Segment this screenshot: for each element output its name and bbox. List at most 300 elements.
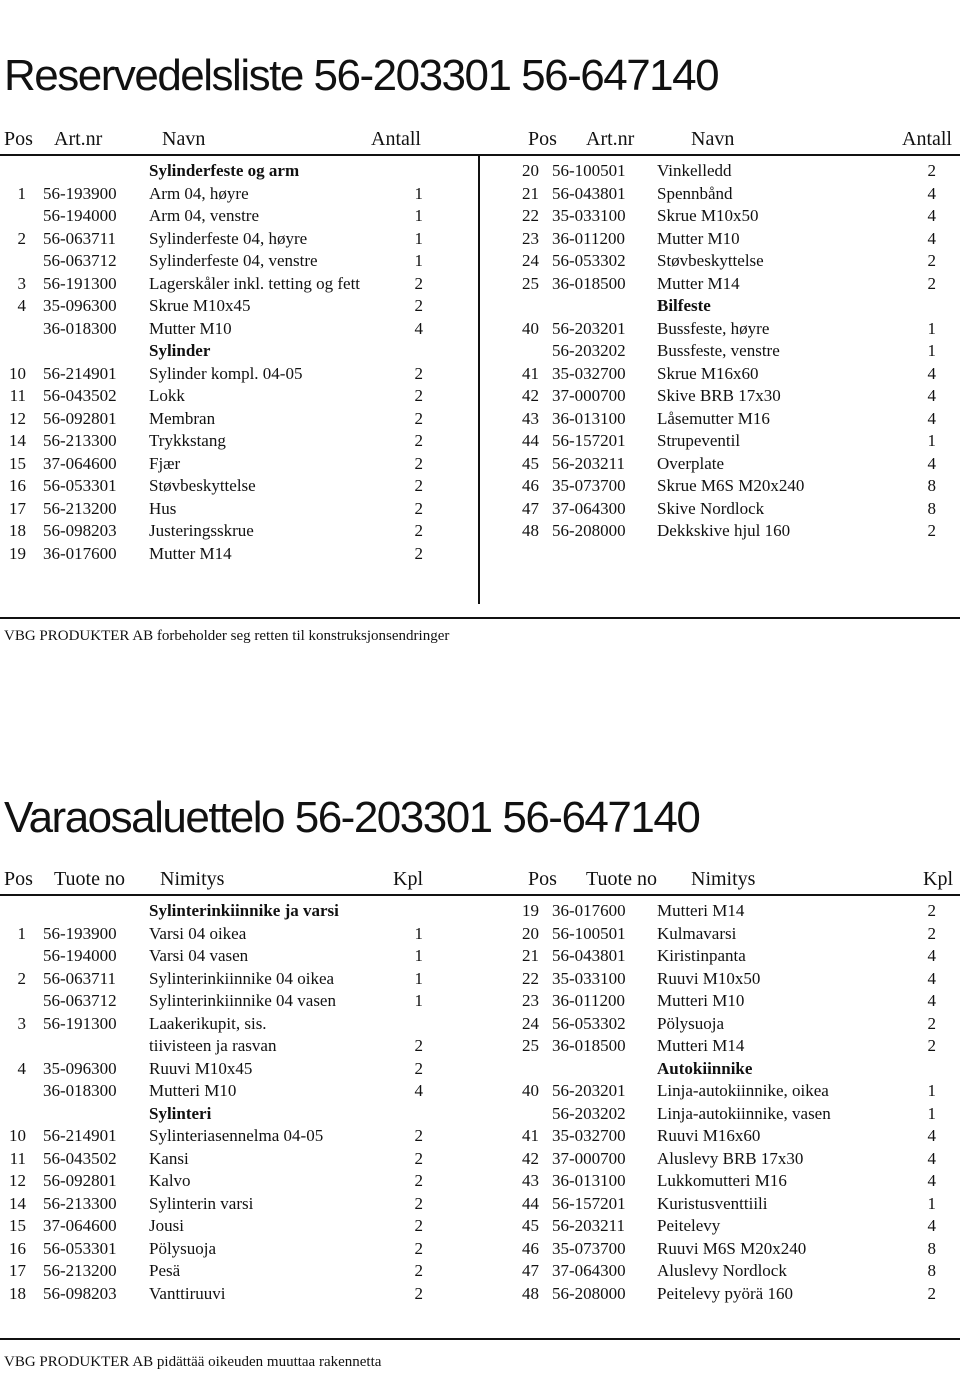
- row-name: Hus: [149, 498, 177, 518]
- row-name: Støvbeskyttelse: [657, 251, 764, 270]
- section-heading-row: [0, 900, 480, 923]
- row-art-no: 35-073700: [552, 476, 626, 495]
- row-name: Linja-autokiinnike, vasen: [657, 1103, 831, 1123]
- row-art-no: 35-073700: [552, 1238, 626, 1258]
- row-pos: 22: [522, 968, 539, 988]
- row-name: Kuristusventtiili: [657, 1193, 768, 1213]
- row-qty: 1: [414, 923, 423, 943]
- row-qty: 4: [927, 206, 936, 225]
- row-art-no: 37-064300: [552, 498, 626, 518]
- header-name: Navn: [691, 128, 735, 150]
- row-art-no: 35-033100: [552, 968, 626, 988]
- row-name: Skrue M6S M20x240: [657, 476, 805, 495]
- table-row: [0, 250, 480, 273]
- row-pos: 45: [522, 453, 539, 473]
- row-pos: 23: [522, 991, 539, 1010]
- row-name: Sylinderfeste 04, høyre: [149, 228, 308, 248]
- row-qty: 1: [927, 1103, 936, 1123]
- row-art-no: 35-032700: [552, 1126, 626, 1145]
- table-row: [0, 1170, 480, 1193]
- table-row: [0, 990, 480, 1013]
- header-name: Nimitys: [691, 868, 756, 890]
- row-art-no: 37-064600: [43, 1216, 117, 1235]
- row-qty: 2: [927, 1013, 936, 1033]
- row-qty: 4: [927, 1171, 936, 1190]
- table-row: [0, 453, 480, 476]
- row-qty: 2: [414, 1148, 423, 1168]
- row-qty: 2: [414, 1238, 423, 1258]
- row-qty: 1: [414, 946, 423, 965]
- header-pos: Pos: [4, 868, 33, 890]
- page-title-norwegian: Reservedelsliste 56-203301 56-647140: [4, 51, 719, 100]
- table-row: [0, 1148, 480, 1171]
- row-name: Sylinderfeste 04, venstre: [149, 251, 318, 270]
- row-pos: 43: [522, 1171, 539, 1190]
- row-pos: 25: [522, 1036, 539, 1055]
- row-name: Varsi 04 oikea: [149, 923, 247, 943]
- table-row: [509, 160, 960, 183]
- row-pos: 3: [17, 273, 26, 293]
- table-row: [509, 520, 960, 543]
- table-row: [509, 250, 960, 273]
- row-pos: 25: [522, 273, 539, 293]
- row-art-no: 56-063711: [43, 968, 117, 988]
- section-heading: Sylinterinkiinnike ja varsi: [149, 901, 339, 920]
- row-qty: 4: [927, 453, 936, 473]
- parts-list-right-fi: [509, 900, 960, 1305]
- row-art-no: 37-064600: [43, 453, 117, 473]
- section-heading-row: [0, 160, 480, 183]
- table-row: [0, 1013, 480, 1036]
- row-pos: 1: [17, 923, 26, 943]
- row-pos: 20: [522, 161, 539, 180]
- section-heading: Sylinteri: [149, 1103, 212, 1123]
- row-name: Mutter M14: [657, 273, 740, 293]
- row-pos: 2: [17, 228, 26, 248]
- table-header-left-fi: [0, 867, 480, 891]
- row-qty: 4: [927, 228, 936, 248]
- table-row: [509, 385, 960, 408]
- row-pos: 21: [522, 946, 539, 965]
- table-row: [509, 273, 960, 296]
- table-row: [0, 295, 480, 318]
- row-qty: 2: [414, 453, 423, 473]
- row-pos: 4: [17, 1058, 26, 1078]
- row-art-no: 56-194000: [43, 206, 117, 225]
- row-name: Sylinterinkiinnike 04 vasen: [149, 991, 336, 1010]
- row-qty: 8: [927, 1238, 936, 1258]
- row-pos: 42: [522, 1148, 539, 1168]
- row-art-no: 56-193900: [43, 183, 117, 203]
- table-row: [509, 475, 960, 498]
- row-qty: 2: [927, 521, 936, 540]
- row-qty: 8: [927, 476, 936, 495]
- row-pos: 14: [9, 1193, 26, 1213]
- row-pos: 2: [17, 968, 26, 988]
- row-art-no: 36-011200: [552, 991, 626, 1010]
- section-heading: Autokiinnike: [657, 1058, 753, 1078]
- row-qty: 2: [927, 161, 936, 180]
- row-name: Skrue M10x45: [149, 296, 251, 315]
- table-row: [509, 1238, 960, 1261]
- row-pos: 14: [9, 431, 26, 450]
- row-pos: 1: [17, 183, 26, 203]
- table-row: [0, 945, 480, 968]
- table-row: [0, 1283, 480, 1306]
- row-name: Justeringsskrue: [149, 521, 254, 540]
- table-row: [509, 1170, 960, 1193]
- table-row: [509, 340, 960, 363]
- parts-list-left-no: [0, 160, 480, 565]
- row-pos: 10: [9, 1126, 26, 1145]
- row-name: Jousi: [149, 1216, 184, 1235]
- row-qty: 4: [927, 1126, 936, 1145]
- row-pos: 46: [522, 476, 539, 495]
- row-name: Skive Nordlock: [657, 498, 765, 518]
- table-header-right-fi: [480, 867, 960, 891]
- row-qty: 1: [414, 228, 423, 248]
- header-pos: Pos: [528, 868, 557, 890]
- row-name: Skrue M16x60: [657, 363, 759, 383]
- row-name: Dekkskive hjul 160: [657, 521, 791, 540]
- row-art-no: 56-203211: [552, 453, 626, 473]
- row-qty: 2: [414, 1216, 423, 1235]
- row-qty: 2: [414, 296, 423, 315]
- row-art-no: 56-100501: [552, 161, 626, 180]
- table-row: [0, 318, 480, 341]
- row-art-no: 56-043801: [552, 946, 626, 965]
- table-row: [509, 183, 960, 206]
- row-name: Vanttiruuvi: [149, 1283, 226, 1303]
- row-pos: 41: [522, 363, 539, 383]
- row-pos: 15: [9, 1216, 26, 1235]
- row-name: Spennbånd: [657, 183, 733, 203]
- table-row: [509, 1103, 960, 1126]
- row-qty: 2: [414, 1058, 423, 1078]
- row-qty: 4: [927, 386, 936, 405]
- row-art-no: 35-096300: [43, 296, 117, 315]
- header-name: Nimitys: [160, 868, 225, 890]
- table-row: [0, 1238, 480, 1261]
- row-pos: 44: [522, 1193, 539, 1213]
- row-qty: 4: [927, 1148, 936, 1168]
- row-art-no: 56-213300: [43, 1193, 117, 1213]
- row-art-no: 56-208000: [552, 1283, 626, 1303]
- row-art-no: 56-043801: [552, 183, 626, 203]
- row-pos: 40: [522, 1081, 539, 1100]
- row-qty: 2: [927, 1283, 936, 1303]
- table-row: [0, 520, 480, 543]
- row-qty: 2: [414, 543, 423, 563]
- table-row: [509, 318, 960, 341]
- row-name: Pölysuoja: [657, 1013, 725, 1033]
- row-qty: 4: [414, 1081, 423, 1100]
- row-pos: 16: [9, 476, 26, 495]
- section-heading: Sylinder: [149, 341, 211, 360]
- row-pos: 21: [522, 183, 539, 203]
- row-qty: 1: [414, 183, 423, 203]
- row-name: Lagerskåler inkl. tetting og fett: [149, 273, 361, 293]
- row-art-no: 36-018500: [552, 1036, 626, 1055]
- row-pos: 4: [17, 296, 26, 315]
- row-name: Strupeventil: [657, 431, 741, 450]
- row-name: Mutter M10: [149, 318, 232, 338]
- table-row: [509, 945, 960, 968]
- row-qty: 4: [927, 408, 936, 428]
- row-name: Laakerikupit, sis.: [149, 1013, 267, 1033]
- row-art-no: 56-213200: [43, 1261, 117, 1280]
- table-row: [509, 1260, 960, 1283]
- section-heading-row: [0, 1103, 480, 1126]
- row-art-no: 56-053301: [43, 476, 117, 495]
- row-qty: 1: [927, 431, 936, 450]
- row-qty: 2: [414, 363, 423, 383]
- table-row: [509, 453, 960, 476]
- table-row: [0, 408, 480, 431]
- row-name: Støvbeskyttelse: [149, 476, 256, 495]
- row-qty: 4: [927, 968, 936, 988]
- table-row: [509, 923, 960, 946]
- table-row: [0, 385, 480, 408]
- table-row: [509, 1125, 960, 1148]
- table-row: [0, 923, 480, 946]
- row-name: Ruuvi M6S M20x240: [657, 1238, 807, 1258]
- row-qty: 4: [927, 363, 936, 383]
- row-name: Arm 04, høyre: [149, 183, 249, 203]
- row-pos: 22: [522, 206, 539, 225]
- footer-rule: [0, 1338, 960, 1340]
- table-header-left-no: [0, 127, 480, 151]
- row-qty: 1: [414, 968, 423, 988]
- header-qty: Antall: [902, 128, 952, 150]
- row-qty: 2: [927, 273, 936, 293]
- row-art-no: 56-053302: [552, 1013, 626, 1033]
- row-qty: 2: [414, 498, 423, 518]
- table-row: [509, 1148, 960, 1171]
- row-qty: 2: [927, 923, 936, 943]
- row-art-no: 56-092801: [43, 408, 117, 428]
- row-name: Kansi: [149, 1148, 189, 1168]
- row-name: Pesä: [149, 1261, 181, 1280]
- row-name: Mutteri M14: [657, 1036, 745, 1055]
- row-art-no: 56-157201: [552, 1193, 626, 1213]
- row-art-no: 56-193900: [43, 923, 117, 943]
- row-qty: 2: [414, 1126, 423, 1145]
- row-qty: 2: [414, 521, 423, 540]
- section-heading: Bilfeste: [657, 296, 711, 315]
- row-art-no: 37-000700: [552, 1148, 626, 1168]
- table-row: [509, 1013, 960, 1036]
- row-qty: 2: [414, 273, 423, 293]
- row-name: tiivisteen ja rasvan: [149, 1036, 277, 1055]
- row-pos: 41: [522, 1126, 539, 1145]
- row-qty: 1: [414, 251, 423, 270]
- table-row: [0, 968, 480, 991]
- row-qty: 8: [927, 1261, 936, 1280]
- row-art-no: 56-063712: [43, 251, 117, 270]
- row-art-no: 37-000700: [552, 386, 626, 405]
- parts-list-right-no: [509, 160, 960, 543]
- row-name: Peitelevy pyörä 160: [657, 1283, 793, 1303]
- row-name: Aluslevy BRB 17x30: [657, 1148, 804, 1168]
- table-row: [509, 1215, 960, 1238]
- row-pos: 17: [9, 498, 26, 518]
- table-row: [509, 1193, 960, 1216]
- row-art-no: 56-203202: [552, 341, 626, 360]
- row-art-no: 56-092801: [43, 1171, 117, 1190]
- row-name: Vinkelledd: [657, 161, 732, 180]
- row-pos: 46: [522, 1238, 539, 1258]
- row-pos: 43: [522, 408, 539, 428]
- row-name: Membran: [149, 408, 216, 428]
- row-name: Arm 04, venstre: [149, 206, 260, 225]
- row-qty: 8: [927, 498, 936, 518]
- table-row: [509, 1035, 960, 1058]
- table-row: [0, 1260, 480, 1283]
- table-row: [0, 1058, 480, 1081]
- row-art-no: 35-033100: [552, 206, 626, 225]
- row-qty: 2: [927, 901, 936, 920]
- header-art: Art.nr: [54, 128, 103, 150]
- row-pos: 15: [9, 453, 26, 473]
- row-pos: 18: [9, 1283, 26, 1303]
- row-qty: 4: [927, 183, 936, 203]
- row-pos: 11: [9, 1148, 26, 1168]
- table-row: [0, 273, 480, 296]
- row-art-no: 56-214901: [43, 363, 117, 383]
- table-row: [0, 228, 480, 251]
- row-name: Kulmavarsi: [657, 923, 737, 943]
- row-name: Kiristinpanta: [657, 946, 746, 965]
- row-art-no: 56-203211: [552, 1216, 626, 1235]
- row-qty: 2: [414, 408, 423, 428]
- table-row: [0, 363, 480, 386]
- row-art-no: 56-213200: [43, 498, 117, 518]
- row-pos: 44: [522, 431, 539, 450]
- row-pos: 20: [522, 923, 539, 943]
- row-name: Bussfeste, venstre: [657, 341, 780, 360]
- parts-list-left-fi: [0, 900, 480, 1305]
- row-art-no: 56-053302: [552, 251, 626, 270]
- section-heading-row: [0, 340, 480, 363]
- row-qty: 2: [927, 251, 936, 270]
- section-heading-row: [509, 1058, 960, 1081]
- row-art-no: 56-043502: [43, 1148, 117, 1168]
- row-name: Bussfeste, høyre: [657, 318, 770, 338]
- row-qty: 2: [414, 476, 423, 495]
- row-pos: 3: [17, 1013, 26, 1033]
- row-name: Ruuvi M16x60: [657, 1126, 761, 1145]
- row-art-no: 56-203202: [552, 1103, 626, 1123]
- row-qty: 1: [927, 1193, 936, 1213]
- row-qty: 4: [927, 991, 936, 1010]
- row-name: Linja-autokiinnike, oikea: [657, 1081, 829, 1100]
- row-qty: 2: [414, 1171, 423, 1190]
- row-art-no: 35-032700: [552, 363, 626, 383]
- row-art-no: 56-063711: [43, 228, 117, 248]
- header-art: Tuote no: [586, 868, 657, 890]
- table-row: [509, 228, 960, 251]
- row-qty: 4: [414, 318, 423, 338]
- row-pos: 10: [9, 363, 26, 383]
- table-row: [509, 205, 960, 228]
- row-qty: 1: [927, 341, 936, 360]
- row-art-no: 56-213300: [43, 431, 117, 450]
- row-qty: 1: [414, 206, 423, 225]
- row-name: Ruuvi M10x45: [149, 1058, 253, 1078]
- row-art-no: 56-203201: [552, 1081, 626, 1100]
- row-pos: 16: [9, 1238, 26, 1258]
- row-pos: 24: [522, 251, 539, 270]
- row-art-no: 56-098203: [43, 521, 117, 540]
- row-art-no: 36-011200: [552, 228, 626, 248]
- row-art-no: 56-063712: [43, 991, 117, 1010]
- row-name: Mutteri M10: [657, 991, 745, 1010]
- table-header-right-no: [480, 127, 960, 151]
- row-art-no: 56-043502: [43, 386, 117, 405]
- header-art: Tuote no: [54, 868, 125, 890]
- row-name: Lukkomutteri M16: [657, 1171, 787, 1190]
- row-art-no: 56-053301: [43, 1238, 117, 1258]
- row-qty: 2: [414, 1036, 423, 1055]
- row-name: Sylinder kompl. 04-05: [149, 363, 303, 383]
- table-row: [0, 1125, 480, 1148]
- row-art-no: 35-096300: [43, 1058, 117, 1078]
- row-name: Låsemutter M16: [657, 408, 770, 428]
- table-row: [0, 430, 480, 453]
- row-name: Mutter M10: [657, 228, 740, 248]
- row-art-no: 36-013100: [552, 1171, 626, 1190]
- row-name: Sylinterin varsi: [149, 1193, 254, 1213]
- table-row: [0, 1215, 480, 1238]
- table-row: [0, 183, 480, 206]
- table-row: [509, 430, 960, 453]
- row-pos: 18: [9, 521, 26, 540]
- table-row: [0, 475, 480, 498]
- row-pos: 48: [522, 1283, 539, 1303]
- row-art-no: 56-191300: [43, 1013, 117, 1033]
- row-qty: 2: [414, 386, 423, 405]
- table-row: [509, 968, 960, 991]
- header-pos: Pos: [4, 128, 33, 150]
- row-pos: 12: [9, 1171, 26, 1190]
- header-qty: Kpl: [393, 868, 423, 890]
- row-art-no: 36-013100: [552, 408, 626, 428]
- table-row: [509, 408, 960, 431]
- table-row: [509, 498, 960, 521]
- row-pos: 48: [522, 521, 539, 540]
- row-art-no: 56-157201: [552, 431, 626, 450]
- section-heading-row: [509, 295, 960, 318]
- row-qty: 1: [927, 318, 936, 338]
- table-row: [509, 990, 960, 1013]
- table-row: [0, 1080, 480, 1103]
- row-art-no: 36-017600: [43, 543, 117, 563]
- row-name: Fjær: [149, 453, 181, 473]
- page-title-finnish: Varaosaluettelo 56-203301 56-647140: [4, 793, 700, 842]
- row-name: Skive BRB 17x30: [657, 386, 781, 405]
- row-art-no: 37-064300: [552, 1261, 626, 1280]
- row-qty: 1: [927, 1081, 936, 1100]
- table-row: [0, 205, 480, 228]
- row-art-no: 36-018300: [43, 318, 117, 338]
- header-pos: Pos: [528, 128, 557, 150]
- footer-text: VBG PRODUKTER AB pidättää oikeuden muuttaa rakennetta: [4, 1354, 382, 1370]
- row-art-no: 56-214901: [43, 1126, 117, 1145]
- row-name: Mutteri M10: [149, 1081, 237, 1100]
- row-art-no: 56-203201: [552, 318, 626, 338]
- row-art-no: 36-017600: [552, 901, 626, 920]
